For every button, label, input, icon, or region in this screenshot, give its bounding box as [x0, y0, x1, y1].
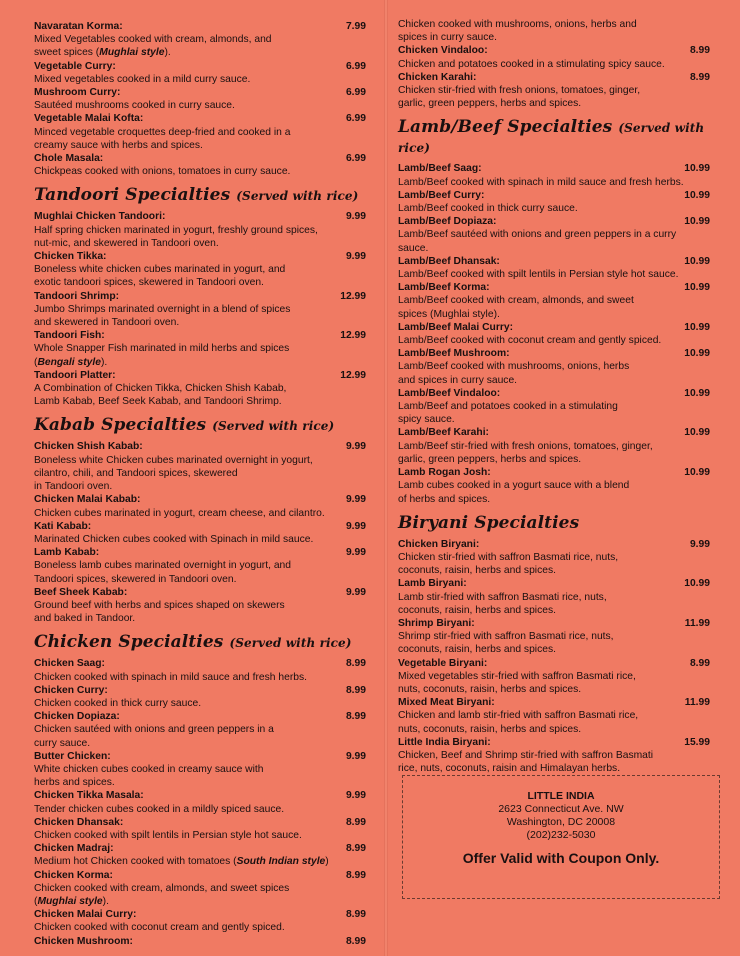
item-style-note: Mughlai style: [37, 895, 103, 907]
item-description: and spices in curry sauce.: [398, 374, 518, 386]
item-description: coconuts, raisin, herbs and spices.: [398, 565, 556, 577]
item-description: Mixed vegetables stir-fried with saffron Basmati rice,: [398, 670, 636, 682]
menu-item: [34, 586, 366, 626]
item-description: Lamb/Beef cooked with coconut cream and gently spiced.: [398, 335, 662, 347]
item-price: 11.99: [684, 617, 710, 629]
item-description: Boneless lamb cubes marinated overnight in yogurt, and: [34, 560, 291, 572]
item-description: cilantro, chili, and Tandoori spices, skewered: [34, 467, 238, 479]
item-price: 10.99: [684, 282, 710, 294]
item-description: Mixed vegetables cooked in a mild curry sauce.: [34, 73, 251, 85]
menu-item: [34, 842, 366, 868]
item-price: 9.99: [345, 547, 366, 559]
section-title: Chicken Specialties: [34, 632, 230, 653]
menu-item: [34, 329, 366, 369]
menu-item: [34, 710, 366, 750]
item-price: 6.99: [345, 87, 366, 99]
item-price: 8.99: [345, 816, 366, 828]
section-heading: [34, 415, 366, 435]
item-style-note: Mughlai style: [99, 47, 165, 59]
item-name: Navaratan Korma:: [34, 21, 123, 32]
item-price: 6.99: [345, 153, 366, 165]
item-description: nut-mic, and skewered in Tandoori oven.: [34, 237, 219, 249]
menu-item: [34, 250, 366, 290]
item-description: Medium hot Chicken cooked with tomatoes (South Indian style): [34, 856, 329, 868]
item-name: Shrimp Biryani:: [398, 617, 475, 629]
item-name: Chicken Karahi:: [398, 71, 477, 83]
item-description: Chicken, Beef and Shrimp stir-fried with saffron Basmati: [398, 749, 654, 761]
menu-item: [398, 189, 710, 215]
item-price: 12.99: [340, 330, 366, 342]
menu-item: [34, 493, 366, 519]
page-fold: [384, 0, 388, 956]
section-title: Biryani Specialties: [398, 512, 580, 533]
menu-item: [34, 869, 366, 909]
item-price: 10.99: [684, 578, 710, 590]
menu-item: [34, 684, 366, 710]
menu-item: [34, 816, 366, 842]
item-description: nuts, coconuts, raisin, herbs and spices.: [398, 683, 582, 695]
item-price: 8.99: [345, 684, 366, 696]
item-description: Marinated Chicken cubes cooked with Spinach in mild sauce.: [34, 533, 314, 545]
item-name: Lamb/Beef Mushroom:: [398, 348, 510, 360]
menu-item: [398, 466, 710, 506]
item-description: Lamb stir-fried with saffron Basmati rice, nuts,: [398, 591, 607, 603]
menu-item: [34, 935, 366, 948]
item-name: Chicken Malai Curry:: [34, 909, 137, 921]
menu-item: [398, 255, 710, 281]
item-description: spices in curry sauce.: [398, 32, 498, 44]
item-description: (Bengali style).: [34, 356, 108, 368]
item-description: Chicken sautéed with onions and green peppers in a: [34, 724, 274, 736]
item-description: Mixed Vegetables cooked with cream, almonds, and: [34, 34, 272, 46]
item-style-note: Bengali style: [37, 356, 101, 368]
item-description: Chicken cooked with mushrooms, onions, herbs and: [398, 19, 637, 30]
menu-item: [34, 290, 366, 330]
item-name: Lamb/Beef Korma:: [398, 282, 490, 294]
item-description: Chicken cooked in thick curry sauce.: [34, 697, 202, 709]
menu-item: [398, 657, 710, 697]
item-name: Chicken Korma:: [34, 869, 113, 881]
item-name: Chicken Vindaloo:: [398, 45, 488, 57]
item-price: 12.99: [340, 369, 366, 381]
item-price: 8.99: [689, 45, 710, 57]
item-description: and skewered in Tandoori oven.: [34, 317, 180, 329]
item-description: Chicken cooked with spilt lentils in Persian style hot sauce.: [34, 829, 302, 841]
item-name: Tandoori Platter:: [34, 369, 116, 381]
item-description: Chickpeas cooked with onions, tomatoes in curry sauce.: [34, 166, 291, 178]
item-description: and baked in Tandoor.: [34, 613, 136, 625]
item-name: Lamb/Beef Vindaloo:: [398, 387, 501, 399]
item-description: Ground beef with herbs and spices shaped on skewers: [34, 599, 285, 611]
item-description: Whole Snapper Fish marinated in mild herbs and spices: [34, 343, 290, 355]
item-price: 10.99: [684, 321, 710, 333]
menu-item: [398, 736, 710, 776]
item-description: Minced vegetable croquettes deep-fried and cooked in a: [34, 126, 291, 138]
item-price: 10.99: [684, 427, 710, 439]
menu-item: [34, 86, 366, 112]
section-heading: [34, 185, 366, 205]
section-heading: [398, 117, 710, 157]
section-subtitle: (Served with rice): [212, 419, 335, 434]
menu-item: [34, 750, 366, 790]
item-price: 10.99: [684, 387, 710, 399]
menu-item: [398, 617, 710, 657]
item-description: White chicken cubes cooked in creamy sauce with: [34, 763, 264, 775]
restaurant-phone: (202)232-5030: [526, 829, 596, 841]
item-name: Kati Kabab:: [34, 520, 92, 532]
menu-item: [34, 657, 366, 683]
section-subtitle: (Served with rice): [398, 121, 705, 156]
menu-item: [34, 152, 366, 178]
item-description: Lamb/Beef and potatoes cooked in a stimulating: [398, 401, 618, 413]
menu-item: [398, 18, 710, 44]
item-price: 9.99: [345, 251, 366, 263]
item-description: spicy sauce.: [398, 414, 455, 426]
item-description: Chicken cooked with spinach in mild sauce and fresh herbs.: [34, 671, 308, 683]
item-description: herbs and spices.: [34, 777, 115, 789]
item-description: creamy sauce with herbs and spices.: [34, 139, 203, 151]
item-description: Lamb/Beef cooked with mushrooms, onions, herbs: [398, 361, 630, 373]
menu-item: [34, 908, 366, 934]
menu-item: [398, 538, 710, 578]
item-description: rice, nuts, coconuts, raisin and Himalayan herbs.: [398, 763, 621, 775]
item-name: Chicken Saag:: [34, 658, 105, 670]
item-description: Lamb Kabab, Beef Seek Kabab, and Tandoori Shrimp.: [34, 396, 282, 408]
item-description: curry sauce.: [34, 737, 91, 749]
item-description: Lamb/Beef cooked with spinach in mild sauce and fresh herbs.: [398, 176, 684, 188]
item-name: Little India Biryani:: [398, 736, 491, 748]
item-name: Lamb Kabab:: [34, 547, 100, 559]
item-name: Lamb/Beef Karahi:: [398, 427, 489, 439]
item-description: Lamb/Beef stir-fried with fresh onions, tomatoes, ginger,: [398, 440, 653, 452]
item-name: Chicken Dhansak:: [34, 816, 124, 828]
item-name: Lamb/Beef Dopiaza:: [398, 216, 497, 228]
menu-item: [34, 789, 366, 815]
item-description: Chicken stir-fried with saffron Basmati rice, nuts,: [398, 551, 619, 563]
item-name: Lamb/Beef Malai Curry:: [398, 321, 514, 333]
menu-item: [398, 321, 710, 347]
item-description: Tender chicken cubes cooked in a mildly spiced sauce.: [34, 803, 285, 815]
menu-item: [34, 369, 366, 409]
item-description: spices (Mughlai style).: [398, 308, 500, 320]
section-title: Tandoori Specialties: [34, 185, 237, 206]
item-price: 8.99: [345, 909, 366, 921]
item-name: Lamb/Beef Dhansak:: [398, 255, 500, 267]
item-name: Chicken Shish Kabab:: [34, 441, 143, 453]
item-description: garlic, green peppers, herbs and spices.: [398, 453, 582, 465]
item-price: 9.99: [345, 520, 366, 532]
item-description: Lamb/Beef sautéed with onions and green peppers in a curry: [398, 229, 677, 241]
item-description: Chicken stir-fried with fresh onions, tomatoes, ginger,: [398, 85, 641, 97]
item-description: garlic, green peppers, herbs and spices.: [398, 98, 582, 110]
item-price: 9.99: [345, 586, 366, 598]
menu-item: [34, 546, 366, 586]
menu-item: [398, 387, 710, 427]
item-description: Chicken and lamb stir-fried with saffron Basmati rice,: [398, 710, 639, 722]
item-name: Vegetable Curry:: [34, 60, 116, 72]
item-name: Chicken Tikka Masala:: [34, 790, 144, 802]
menu-item: [398, 71, 710, 111]
menu-item: [398, 281, 710, 321]
item-name: Chole Masala:: [34, 153, 104, 165]
menu-item: [398, 215, 710, 255]
menu-item: [398, 162, 710, 188]
section-subtitle: (Served with rice): [236, 189, 359, 204]
restaurant-address: 2623 Connecticut Ave. NW: [498, 803, 624, 815]
item-description: exotic tandoori spices, skewered in Tandoori oven.: [34, 277, 264, 289]
item-price: 8.99: [345, 658, 366, 670]
item-price: 9.99: [345, 441, 366, 453]
item-name: Chicken Madraj:: [34, 843, 114, 855]
menu-item: [34, 440, 366, 493]
menu-item: [398, 44, 710, 70]
item-name: Chicken Biryani:: [398, 538, 480, 550]
item-description: Lamb/Beef cooked with cream, almonds, and sweet: [398, 295, 634, 307]
item-name: Lamb/Beef Saag:: [398, 163, 482, 175]
item-price: 15.99: [684, 736, 710, 748]
item-price: 8.99: [345, 843, 366, 855]
item-name: Butter Chicken:: [34, 750, 111, 762]
item-description: A Combination of Chicken Tikka, Chicken Shish Kabab,: [34, 383, 287, 395]
item-description: Sautéed mushrooms cooked in curry sauce.: [34, 100, 235, 112]
item-description: Chicken cooked with coconut cream and gently spiced.: [34, 922, 285, 934]
coupon-offer: Offer Valid with Coupon Only.: [462, 850, 660, 866]
item-price: 10.99: [684, 216, 710, 228]
item-price: 6.99: [345, 113, 366, 125]
section-heading: [34, 632, 366, 652]
item-name: Tandoori Shrimp:: [34, 290, 120, 302]
item-description: Lamb/Beef cooked in thick curry sauce.: [398, 203, 578, 215]
item-description: Lamb cubes cooked in a yogurt sauce with a blend: [398, 480, 630, 492]
menu-column-left: [34, 20, 366, 948]
item-description: (Mughlai style).: [34, 895, 109, 907]
item-description: Shrimp stir-fried with saffron Basmati rice, nuts,: [398, 631, 614, 643]
restaurant-name: LITTLE INDIA: [527, 790, 595, 802]
menu-item: [34, 112, 366, 152]
item-name: Beef Sheek Kabab:: [34, 586, 128, 598]
restaurant-city: Washington, DC 20008: [506, 816, 616, 828]
item-description: of herbs and spices.: [398, 493, 491, 505]
item-price: 12.99: [340, 290, 366, 302]
section-title: Lamb/Beef Specialties: [398, 117, 619, 138]
menu-item: [34, 20, 366, 60]
item-price: 9.99: [345, 211, 366, 223]
item-price: 8.99: [345, 711, 366, 723]
item-name: Vegetable Biryani:: [398, 657, 488, 669]
item-description: Boneless white chicken cubes marinated in yogurt, and: [34, 264, 286, 276]
item-name: Chicken Mushroom:: [34, 935, 133, 947]
item-description: coconuts, raisin, herbs and spices.: [398, 604, 556, 616]
item-price: 9.99: [345, 494, 366, 506]
item-name: Vegetable Malai Kofta:: [34, 113, 144, 125]
menu-item: [34, 60, 366, 86]
item-name: Tandoori Fish:: [34, 330, 105, 342]
menu-item: [398, 696, 710, 736]
coupon-box: [402, 775, 720, 899]
item-description: Boneless white Chicken cubes marinated overnight in yogurt,: [34, 454, 313, 466]
item-description: Lamb/Beef cooked with spilt lentils in Persian style hot sauce.: [398, 269, 679, 281]
item-style-note: South Indian style: [236, 856, 326, 868]
item-name: Chicken Curry:: [34, 684, 108, 696]
item-price: 10.99: [684, 467, 710, 479]
item-name: Mushroom Curry:: [34, 87, 121, 99]
item-description: sauce.: [398, 242, 429, 254]
item-description: sweet spices (Mughlai style).: [34, 47, 171, 59]
item-description: coconuts, raisin, herbs and spices.: [398, 644, 556, 656]
item-price: 10.99: [684, 163, 710, 175]
item-price: 11.99: [684, 697, 710, 709]
item-name: Lamb Biryani:: [398, 578, 467, 590]
item-price: 7.99: [345, 21, 366, 32]
item-price: 9.99: [345, 750, 366, 762]
item-description: Chicken cooked with cream, almonds, and sweet spices: [34, 882, 290, 894]
item-price: 8.99: [345, 935, 366, 947]
item-price: 8.99: [689, 657, 710, 669]
item-description: Half spring chicken marinated in yogurt, freshly ground spices,: [34, 224, 318, 236]
section-heading: [398, 513, 710, 533]
item-description: Chicken and potatoes cooked in a stimulating spicy sauce.: [398, 58, 665, 70]
item-price: 10.99: [684, 255, 710, 267]
menu-item: [398, 577, 710, 617]
item-name: Chicken Tikka:: [34, 251, 107, 263]
item-name: Chicken Dopiaza:: [34, 711, 120, 723]
item-price: 6.99: [345, 60, 366, 72]
section-title: Kabab Specialties: [34, 415, 213, 436]
menu-item: [34, 520, 366, 546]
item-description: in Tandoori oven.: [34, 481, 113, 493]
item-description: Tandoori spices, skewered in Tandoori oven.: [34, 573, 237, 585]
item-name: Lamb Rogan Josh:: [398, 467, 491, 479]
item-description: Jumbo Shrimps marinated overnight in a blend of spices: [34, 303, 291, 315]
item-price: 8.99: [345, 869, 366, 881]
item-name: Chicken Malai Kabab:: [34, 494, 141, 506]
item-description: Chicken cubes marinated in yogurt, cream cheese, and cilantro.: [34, 507, 325, 519]
menu-column-right: [398, 18, 710, 775]
item-name: Lamb/Beef Curry:: [398, 189, 485, 201]
item-price: 10.99: [684, 348, 710, 360]
item-price: 10.99: [684, 189, 710, 201]
section-subtitle: (Served with rice): [229, 636, 352, 651]
item-description: nuts, coconuts, raisin, herbs and spices.: [398, 723, 582, 735]
item-price: 9.99: [689, 538, 710, 550]
menu-item: [398, 347, 710, 387]
menu-item: [34, 210, 366, 250]
item-name: Mughlai Chicken Tandoori:: [34, 211, 166, 223]
item-price: 9.99: [345, 790, 366, 802]
item-name: Mixed Meat Biryani:: [398, 697, 495, 709]
item-price: 8.99: [689, 71, 710, 83]
menu-item: [398, 426, 710, 466]
